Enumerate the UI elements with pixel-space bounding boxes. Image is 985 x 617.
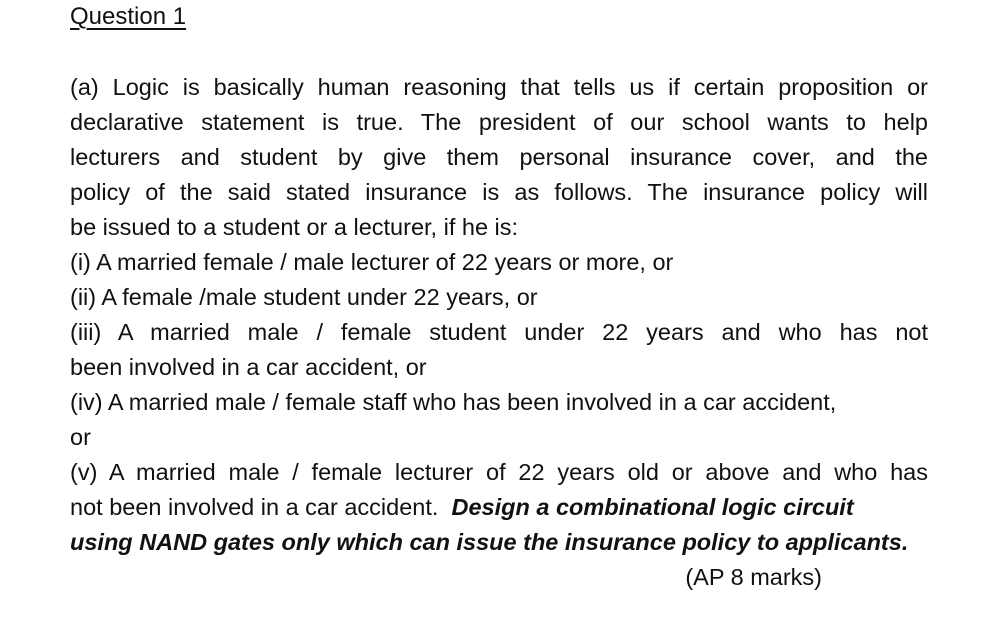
condition-v-tail: not been involved in a car accident.	[70, 494, 439, 520]
condition-iii-cont: been involved in a car accident, or	[70, 354, 427, 380]
question-line: declarative statement is true. The president of our school wants to help	[70, 109, 928, 135]
condition-iv: (iv) A married male / female staff who has been involved in a car accident,	[70, 389, 837, 415]
condition-v-cont	[70, 490, 928, 525]
condition-i: (i) A married female / male lecturer of 22 years or more, or	[70, 249, 674, 275]
condition-ii: (ii) A female /male student under 22 years, or	[70, 284, 538, 310]
condition-v: (v) A married male / female lecturer of 22 years old or above and who has	[70, 459, 928, 485]
question-line: policy of the said stated insurance is as follows. The insurance policy will	[70, 179, 928, 205]
question-heading: Question 1	[70, 3, 187, 30]
condition-iv-cont: or	[70, 424, 91, 450]
question-line: be issued to a student or a lecturer, if he is:	[70, 214, 519, 240]
question-line: (a) Logic is basically human reasoning that tells us if certain proposition or	[70, 74, 928, 100]
marks-label: (AP 8 marks)	[685, 564, 822, 590]
task-instruction-part2: using NAND gates only which can issue the insurance policy to applicants.	[70, 529, 909, 555]
task-instruction-part1: Design a combinational logic circuit	[451, 494, 854, 520]
question-body	[70, 70, 928, 595]
condition-iii: (iii) A married male / female student under 22 years and who has not	[70, 319, 928, 345]
question-line: lecturers and student by give them personal insurance cover, and the	[70, 144, 928, 170]
